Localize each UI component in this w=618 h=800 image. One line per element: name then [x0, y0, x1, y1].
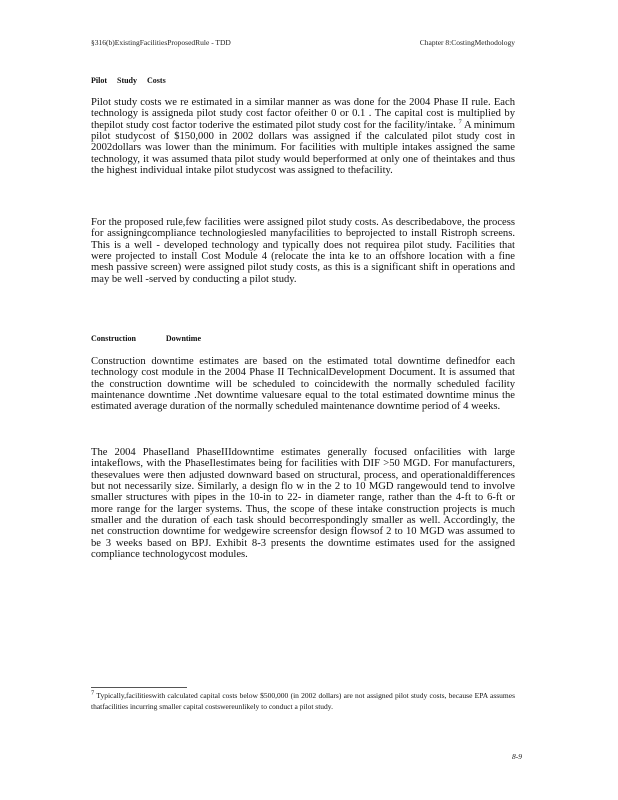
section-heading-pilot-study-costs: Pilot Study Costs	[91, 76, 166, 85]
paragraph-construction-downtime-1: Construction downtime estimates are based on the estimated total downtime definedfor each technology cost module in the 2004 Phase II TechnicalDevelopment Document. It is assumed that the construction downtime will be scheduled to coincidewith the normally scheduled facility maintenance downtime .Net downtime valuesare equal to the total estimated downtime minus the estimated average duration of the normally scheduled maintenance downtime period of 4 weeks.	[91, 356, 515, 413]
page-number: 8-9	[512, 752, 522, 761]
footnote	[91, 691, 515, 712]
footnote-divider	[91, 687, 187, 688]
section-heading-construction-downtime: Construction Downtime	[91, 334, 201, 343]
paragraph-pilot-study-1	[91, 97, 515, 176]
paragraph-text: A minimum pilot studycost of $150,000 in 2002 dollars was assigned if the calculated pilot study cost in 2002dollars was lower than the minimum. For facilities with multiple intakes assigned the same technology, it was assumed thata pilot study would beperformed at only one of theintakes and thus the highest individual intake pilot studycost was assigned to thefacility.	[91, 119, 515, 177]
header-right-text: Chapter 8:CostingMethodology	[419, 38, 515, 47]
footnote-text: Typically,facilitieswith calculated capital costs below $500,000 (in 2002 dollars) are not assigned pilot study costs, because EPA assumes thatfacilities incurring smaller capital costswereunlikely to conduct a pilot study.	[91, 691, 515, 711]
paragraph-text: Pilot study costs we re estimated in a similar manner as was done for the 2004 Phase II rule. Each technology is assigneda pilot study cost factor ofeither 0 or 0.1 . The capital cost is multiplied by thepilot study cost factor toderive the estimated pilot study cost for the facility/intake.	[91, 97, 515, 131]
paragraph-construction-downtime-2: The 2004 PhaseIland PhaseIIIdowntime estimates generally focused onfacilities with large intakeflows, with the PhaseIlestimates being for facilities with DIF >50 MGD. For manufacturers, thesevalues were then adjusted downward based on structural, process, and operationaldifferences but not necessarily size. Similarly, a design flo w in the 2 to 10 MGD rangewould tend to involve smaller structures with pipes in the 10-in to 22- in diameter range, rather than the 4-ft to 6-ft or more range for the larger systems. Thus, the scope of these intake construction projects is much smaller and the duration of each task should becorrespondingly smaller as well. Accordingly, the net construction downtime for wedgewire screensfor design flowsof 2 to 10 MGD was assumed to be 3 weeks based on BPJ. Exhibit 8-3 presents the downtime estimates used for the assigned compliance technologycost modules.	[91, 447, 515, 561]
paragraph-pilot-study-2: For the proposed rule,few facilities were assigned pilot study costs. As describedabove, the process for assigningcompliance technologiesled manyfacilities to beprojected to install Ristroph screens. This is a well - developed technology and typically does not requirea pilot study. Facilities that were projected to install Cost Module 4 (relocate the inta ke to an offshore location with a fine mesh passive screen) were assigned pilot study costs, as this is a significant shift in operations and may be well -served by conducting a pilot study.	[91, 217, 515, 285]
footnote-number: 7	[91, 689, 95, 697]
header-left-text: §316(b)ExistingFacilitiesProposedRule - TDD	[91, 38, 231, 47]
page-header	[91, 38, 515, 50]
footnote-reference: 7	[458, 118, 462, 126]
